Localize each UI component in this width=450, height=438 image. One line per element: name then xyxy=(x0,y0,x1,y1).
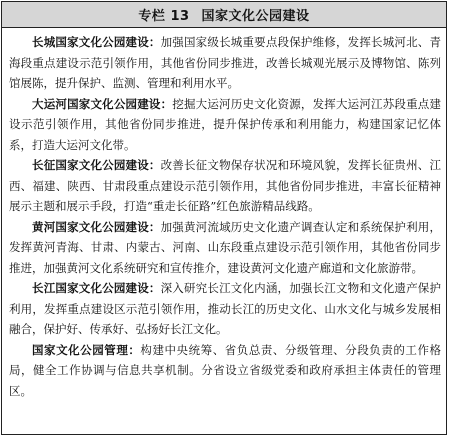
paragraph-grand-canal xyxy=(9,94,441,156)
column-header xyxy=(2,2,446,28)
paragraph-text: 挖掘大运河历史文化资源，发挥大运河江苏段重点建设示范引领作用，其他省份同步推进，提升保护传承和利用能力，构建国家记忆体系，打造大运河文化带。 xyxy=(9,96,442,152)
column-number: 专栏 13 xyxy=(138,9,190,24)
paragraph-yellow-river xyxy=(9,217,441,279)
paragraph-heading: 大运河国家文化公园建设： xyxy=(32,96,173,111)
paragraph-text: 构建中央统筹、省负总责、分级管理、分段负责的工作格局，健全工作协调与信息共享机制。分省设立省级党委和政府承担主体责任的管理区。 xyxy=(9,342,442,398)
paragraph-text: 加强黄河流域历史文化遗产调查认定和系统保护利用，发挥黄河青海、甘肃、内蒙古、河南、山东段重点建设示范引领作用，其他省份同步推进，加强黄河文化系统研究和宣传推介，建设黄河文化遗产廊道和文化旅游带。 xyxy=(9,219,442,275)
paragraph-long-march xyxy=(9,155,441,217)
paragraph-text: 改善长征文物保存状况和环境风貌，发挥长征贵州、江西、福建、陕西、甘肃段重点建设示范引领作用，其他省份同步推进，丰富长征精神展示主题和展示手段，打造“重走长征路”红色旅游精品线路。 xyxy=(9,158,442,213)
paragraph-heading: 长征国家文化公园建设： xyxy=(32,158,161,172)
column-title: 国家文化公园建设 xyxy=(201,9,310,24)
paragraph-yangtze-river xyxy=(9,278,441,340)
paragraph-heading: 黄河国家文化公园建设： xyxy=(32,219,161,234)
paragraph-great-wall xyxy=(9,32,441,94)
paragraph-text: 加强国家级长城重要点段保护维修，发挥长城河北、青海段重点建设示范引领作用，其他省份同步推进，改善长城观光展示及博物馆、陈列馆展陈，提升保护、监测、管理和利用水平。 xyxy=(9,35,442,90)
column-body xyxy=(2,28,446,401)
paragraph-heading: 长城国家文化公园建设： xyxy=(32,35,161,49)
paragraph-heading: 长江国家文化公园建设： xyxy=(32,281,161,295)
paragraph-park-management xyxy=(9,340,441,402)
paragraph-text: 深入研究长江文化内涵，加强长江文物和文化遗产保护利用，发挥重点建设区示范引领作用，推动长江的历史文化、山水文化与城乡发展相融合，保护好、传承好、弘扬好长江文化。 xyxy=(9,281,442,336)
paragraph-heading: 国家文化公园管理： xyxy=(32,342,141,357)
column-box xyxy=(1,1,447,435)
